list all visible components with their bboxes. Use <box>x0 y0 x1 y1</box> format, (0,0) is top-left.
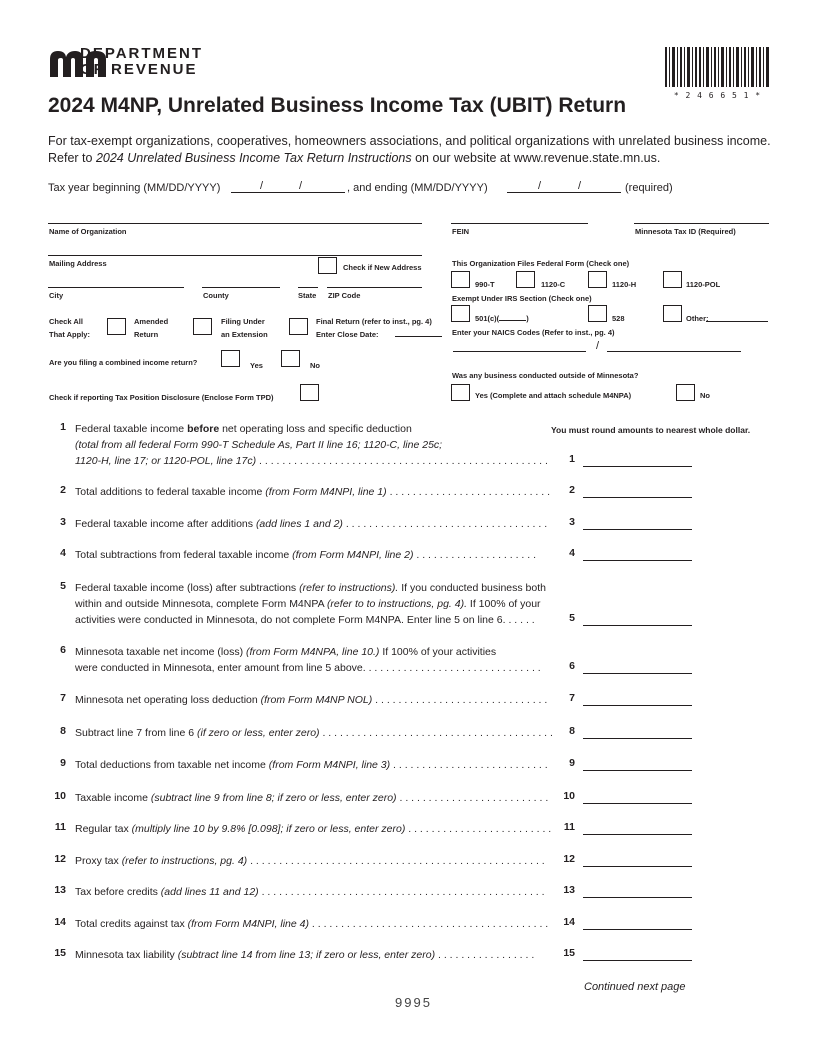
form-1120h-checkbox[interactable] <box>588 271 607 288</box>
naics-code-2-field[interactable] <box>607 351 741 352</box>
form-990t-label: 990-T <box>475 280 495 289</box>
line-italic: 1120-H, line 17; or 1120-POL, line 17c) <box>75 455 257 467</box>
line-11-amount-field[interactable] <box>583 834 692 835</box>
form-1120pol-checkbox[interactable] <box>663 271 682 288</box>
line-dots: . . . . . . . . . . . . . . . . . . . . . . . . . . . . . . . . . . . . . . . . . . . . . . . . . . <box>256 455 548 467</box>
line-italic: (multiply line 10 by 9.8% [0.098]; if zero or less, enter zero) <box>131 823 406 835</box>
line-2-amount-field[interactable] <box>583 497 692 498</box>
line-number: 14 <box>54 916 66 928</box>
amended-line-1: Amended <box>134 317 169 326</box>
zip-field[interactable] <box>327 287 422 288</box>
line-dots: . . . . . <box>505 614 535 626</box>
outside-mn-no-checkbox[interactable] <box>676 384 695 401</box>
line-dots: . . . . . . . . . . . . . . . . . . . . . <box>413 549 536 561</box>
line-number: 11 <box>54 821 66 833</box>
naics-separator: / <box>596 340 600 352</box>
line-italic: (from Form M4NPA, line 10.) <box>246 646 380 658</box>
line-description <box>75 692 563 708</box>
barcode <box>665 47 770 100</box>
mailing-address-label: Mailing Address <box>49 259 107 268</box>
line-text: Federal taxable income <box>75 423 188 435</box>
fein-label: FEIN <box>452 227 470 236</box>
line-text: activities were conducted in Minnesota, do not complete Form M4NPA. Enter line 5 on line 6. <box>75 614 506 626</box>
line-6-amount-field[interactable] <box>583 673 692 674</box>
date-slash: / <box>260 180 264 192</box>
combined-yes-label: Yes <box>250 361 263 370</box>
combined-yes-checkbox[interactable] <box>221 350 240 367</box>
tax-year-row <box>48 182 220 194</box>
form-number: 9995 <box>395 995 432 1010</box>
final-return-checkbox[interactable] <box>289 318 308 335</box>
new-address-checkbox[interactable] <box>318 257 337 274</box>
line-ref-number: 1 <box>569 453 575 465</box>
line-text2: If 100% of your activities <box>379 646 497 658</box>
combined-no-checkbox[interactable] <box>281 350 300 367</box>
line-text: were conducted in Minnesota, enter amount from line 5 above. <box>75 662 366 674</box>
agency-name <box>80 46 203 78</box>
intro-text-1: For tax-exempt organizations, cooperatives, homeowners associations, and political organizations with unrelated business income. Refer to <box>48 134 771 165</box>
line-bold: before <box>187 423 220 435</box>
mn-tax-id-label: Minnesota Tax ID (Required) <box>635 227 736 236</box>
line-number: 12 <box>54 853 66 865</box>
line-description <box>75 596 563 612</box>
line-ref-number: 10 <box>563 790 575 802</box>
extension-line-1: Filing Under <box>221 317 265 326</box>
line-text: Proxy tax <box>75 855 122 867</box>
intro-text-2: on our website at www.revenue.state.mn.us. <box>411 151 661 165</box>
line-text: Total deductions from taxable net income <box>75 759 269 771</box>
combined-return-question: Are you filing a combined income return? <box>49 358 198 367</box>
check-all-line-2: That Apply: <box>49 330 90 339</box>
line-ref-number: 5 <box>569 612 575 624</box>
line-ref-number: 8 <box>569 725 575 737</box>
state-field[interactable] <box>298 287 318 288</box>
line-dots: . . . . . . . . . . . . . . . . . . . . . . . . . . . . . . <box>365 662 541 674</box>
s528-label: 528 <box>612 314 625 323</box>
final-return-line-1: Final Return (refer to inst., pg. 4) <box>316 317 432 326</box>
s501c-suffix: ) <box>526 314 529 323</box>
s501c-prefix: 501(c)( <box>475 314 500 323</box>
check-all-label <box>49 315 90 341</box>
line-dots: . . . . . . . . . . . . . . . . . . . . . . . . . . . . . . <box>372 694 548 706</box>
s501c-number-field[interactable] <box>499 320 526 321</box>
line-italic: (if zero or less, enter zero) <box>196 727 320 739</box>
form-1120h-label: 1120-H <box>612 280 637 289</box>
s528-checkbox[interactable] <box>588 305 607 322</box>
line-ref-number: 12 <box>563 853 575 865</box>
agency-line-2: OF REVENUE <box>80 61 198 78</box>
line-number: 5 <box>60 580 66 592</box>
line-text: Minnesota net operating loss deduction <box>75 694 261 706</box>
line-13-amount-field[interactable] <box>583 897 692 898</box>
line-number: 15 <box>54 947 66 959</box>
form-1120pol-label: 1120-POL <box>686 280 721 289</box>
exempt-section-question: Exempt Under IRS Section (Check one) <box>452 294 592 303</box>
extension-line-2: an Extension <box>221 330 268 339</box>
county-label: County <box>203 291 229 300</box>
date-slash: / <box>538 180 542 192</box>
line-description <box>75 947 563 963</box>
line-text: Federal taxable income (loss) after subtractions <box>75 582 300 594</box>
state-label: State <box>298 291 317 300</box>
line-text: Total credits against tax <box>75 918 188 930</box>
line-description <box>75 790 563 806</box>
line-ref-number: 13 <box>563 884 575 896</box>
date-slash: / <box>299 180 303 192</box>
line-italic: (from Form M4NP NOL) <box>260 694 373 706</box>
final-return-line-2: Enter Close Date: <box>316 330 379 339</box>
line-italic: (from Form M4NPI, line 4) <box>187 918 309 930</box>
fein-field[interactable] <box>451 223 588 224</box>
line-15-amount-field[interactable] <box>583 960 692 961</box>
s501c-checkbox[interactable] <box>451 305 470 322</box>
line-number: 6 <box>60 644 66 656</box>
city-label: City <box>49 291 64 300</box>
line-italic: (add lines 11 and 12) <box>160 886 259 898</box>
line-8-amount-field[interactable] <box>583 738 692 739</box>
line-description <box>75 453 563 469</box>
line-ref-number: 15 <box>563 947 575 959</box>
line-text: Taxable income <box>75 792 151 804</box>
line-ref-number: 11 <box>563 821 575 833</box>
form-title: 2024 M4NP, Unrelated Business Income Tax (UBIT) Return <box>48 94 627 117</box>
line-4-amount-field[interactable] <box>583 560 692 561</box>
line-number: 1 <box>60 421 66 433</box>
tpd-checkbox[interactable] <box>300 384 319 401</box>
line-dots: . . . . . . . . . . . . . . . . . . . . . . . . . . . . . . . . . . . . . . . . <box>319 727 553 739</box>
line-number: 8 <box>60 725 66 737</box>
line-description <box>75 484 563 500</box>
line-number: 4 <box>60 547 66 559</box>
line-9-amount-field[interactable] <box>583 770 692 771</box>
amended-return-label <box>134 315 168 341</box>
new-address-label: Check if New Address <box>343 263 422 272</box>
line-description <box>75 612 563 628</box>
line-italic: (refer to to instructions, pg. 4). <box>326 598 467 610</box>
line-dots: . . . . . . . . . . . . . . . . . . . . . . . . . . . . . . . . . . . . . . . . . . . . . . . . . <box>258 886 545 898</box>
line-italic: (refer to instructions, pg. 4) <box>121 855 248 867</box>
line-dots: . . . . . . . . . . . . . . . . . <box>435 949 535 961</box>
line-number: 10 <box>54 790 66 802</box>
line-description <box>75 421 563 437</box>
line-ref-number: 14 <box>563 916 575 928</box>
naics-label: Enter your NAICS Codes (Refer to inst., pg. 4) <box>452 328 615 337</box>
line-text: Subtract line 7 from line 6 <box>75 727 197 739</box>
line-text2: If 100% of your <box>467 598 541 610</box>
line-text: Federal taxable income after additions <box>75 518 256 530</box>
line-italic: (subtract line 14 from line 13; if zero or less, enter zero) <box>177 949 436 961</box>
line-12-amount-field[interactable] <box>583 866 692 867</box>
naics-code-1-field[interactable] <box>453 351 586 352</box>
line-description <box>75 853 563 869</box>
line-14-amount-field[interactable] <box>583 929 692 930</box>
mn-tax-id-field[interactable] <box>634 223 769 224</box>
line-italic: (from Form M4NPI, line 1) <box>265 486 387 498</box>
federal-form-question: This Organization Files Federal Form (Check one) <box>452 259 630 268</box>
tax-year-end-label: , and ending (MM/DD/YYYY) <box>347 182 488 194</box>
line-ref-number: 3 <box>569 516 575 528</box>
line-description <box>75 884 563 900</box>
line-ref-number: 9 <box>569 757 575 769</box>
line-italic: (from Form M4NPI, line 2) <box>292 549 414 561</box>
line-1-amount-field[interactable] <box>583 466 692 467</box>
amended-line-2: Return <box>134 330 159 339</box>
city-field[interactable] <box>48 287 184 288</box>
required-label: (required) <box>625 182 673 194</box>
form-1120c-label: 1120-C <box>541 280 566 289</box>
line-dots: . . . . . . . . . . . . . . . . . . . . . . . . . . . . <box>386 486 551 498</box>
line-text: Minnesota taxable net income (loss) <box>75 646 246 658</box>
outside-mn-no-label: No <box>700 391 710 400</box>
line-text: Tax before credits <box>75 886 161 898</box>
extension-checkbox[interactable] <box>193 318 212 335</box>
line-dots: . . . . . . . . . . . . . . . . . . . . . . . . . <box>405 823 552 835</box>
line-description <box>75 757 563 773</box>
line-text: within and outside Minnesota, complete Form M4NPA <box>75 598 327 610</box>
line-ref-number: 6 <box>569 660 575 672</box>
rounding-note: You must round amounts to nearest whole dollar. <box>551 425 751 435</box>
combined-no-label: No <box>310 361 320 370</box>
line-italic: (add lines 1 and 2) <box>255 518 343 530</box>
tpd-label: Check if reporting Tax Position Disclosure (Enclose Form TPD) <box>49 393 274 402</box>
line-text2: net operating loss and specific deduction <box>219 423 412 435</box>
outside-mn-yes-label: Yes (Complete and attach schedule M4NPA) <box>475 391 632 400</box>
check-all-line-1: Check All <box>49 317 83 326</box>
line-text: Total subtractions from federal taxable income <box>75 549 293 561</box>
mailing-address-field[interactable] <box>48 255 422 256</box>
agency-line-1: DEPARTMENT <box>80 45 204 62</box>
line-text: Regular tax <box>75 823 132 835</box>
extension-label <box>221 315 268 341</box>
other-section-label: Other: <box>686 314 709 323</box>
line-number: 3 <box>60 516 66 528</box>
final-return-label <box>316 315 432 341</box>
line-description <box>75 547 563 563</box>
line-7-amount-field[interactable] <box>583 705 692 706</box>
outside-mn-question: Was any business conducted outside of Minnesota? <box>452 371 639 380</box>
intro-instructions-title: 2024 Unrelated Business Income Tax Return Instructions <box>95 151 412 165</box>
zip-label: ZIP Code <box>328 291 361 300</box>
date-slash: / <box>578 180 582 192</box>
line-dots: . . . . . . . . . . . . . . . . . . . . . . . . . . . . . . . . . . . <box>342 518 548 530</box>
form-1120c-checkbox[interactable] <box>516 271 535 288</box>
line-description <box>75 821 563 837</box>
line-number: 2 <box>60 484 66 496</box>
line-dots: . . . . . . . . . . . . . . . . . . . . . . . . . . . . . . . . . . . . . . . . . . . . . . . . . . . <box>247 855 545 867</box>
tax-year-begin-label: Tax year beginning (MM/DD/YYYY) <box>48 182 221 194</box>
line-text: Minnesota tax liability <box>75 949 178 961</box>
line-description <box>75 437 563 453</box>
line-description <box>75 516 563 532</box>
close-date-field[interactable] <box>395 336 442 337</box>
line-description <box>75 580 563 596</box>
line-italic: (subtract line 9 from line 8; if zero or less, enter zero) <box>150 792 397 804</box>
line-5-amount-field[interactable] <box>583 625 692 626</box>
line-dots: . . . . . . . . . . . . . . . . . . . . . . . . . . . . . . . . . . . . . . . . . <box>309 918 549 930</box>
line-10-amount-field[interactable] <box>583 803 692 804</box>
line-italic: (total from all federal Form 990-T Schedule As, Part II line 16; 1120-C, line 25c; <box>75 439 443 451</box>
county-field[interactable] <box>202 287 280 288</box>
line-description <box>75 660 563 676</box>
line-text: Total additions to federal taxable income <box>75 486 266 498</box>
line-number: 9 <box>60 757 66 769</box>
line-dots: . . . . . . . . . . . . . . . . . . . . . . . . . . <box>396 792 549 804</box>
line-description <box>75 644 563 660</box>
barcode-text: * 2 4 6 6 5 1 * <box>673 91 762 100</box>
tax-year-begin-field[interactable] <box>231 192 345 193</box>
line-ref-number: 4 <box>569 547 575 559</box>
continued-next-page: Continued next page <box>584 981 686 993</box>
other-section-checkbox[interactable] <box>663 305 682 322</box>
line-description <box>75 916 563 932</box>
line-ref-number: 7 <box>569 692 575 704</box>
line-number: 13 <box>54 884 66 896</box>
line-ref-number: 2 <box>569 484 575 496</box>
tax-year-end-field[interactable] <box>507 192 621 193</box>
form-intro <box>48 133 778 167</box>
line-text2: If you conducted business both <box>398 582 546 594</box>
name-of-organization-field[interactable] <box>48 223 422 224</box>
line-number: 7 <box>60 692 66 704</box>
s501c-label <box>475 314 529 323</box>
line-3-amount-field[interactable] <box>583 529 692 530</box>
line-italic: (from Form M4NPI, line 3) <box>268 759 391 771</box>
outside-mn-yes-checkbox[interactable] <box>451 384 470 401</box>
form-990t-checkbox[interactable] <box>451 271 470 288</box>
amended-return-checkbox[interactable] <box>107 318 126 335</box>
line-description <box>75 725 563 741</box>
line-italic: (refer to instructions). <box>299 582 399 594</box>
other-section-field[interactable] <box>706 321 768 322</box>
line-dots: . . . . . . . . . . . . . . . . . . . . . . . . . . . <box>390 759 548 771</box>
name-of-organization-label: Name of Organization <box>49 227 127 236</box>
